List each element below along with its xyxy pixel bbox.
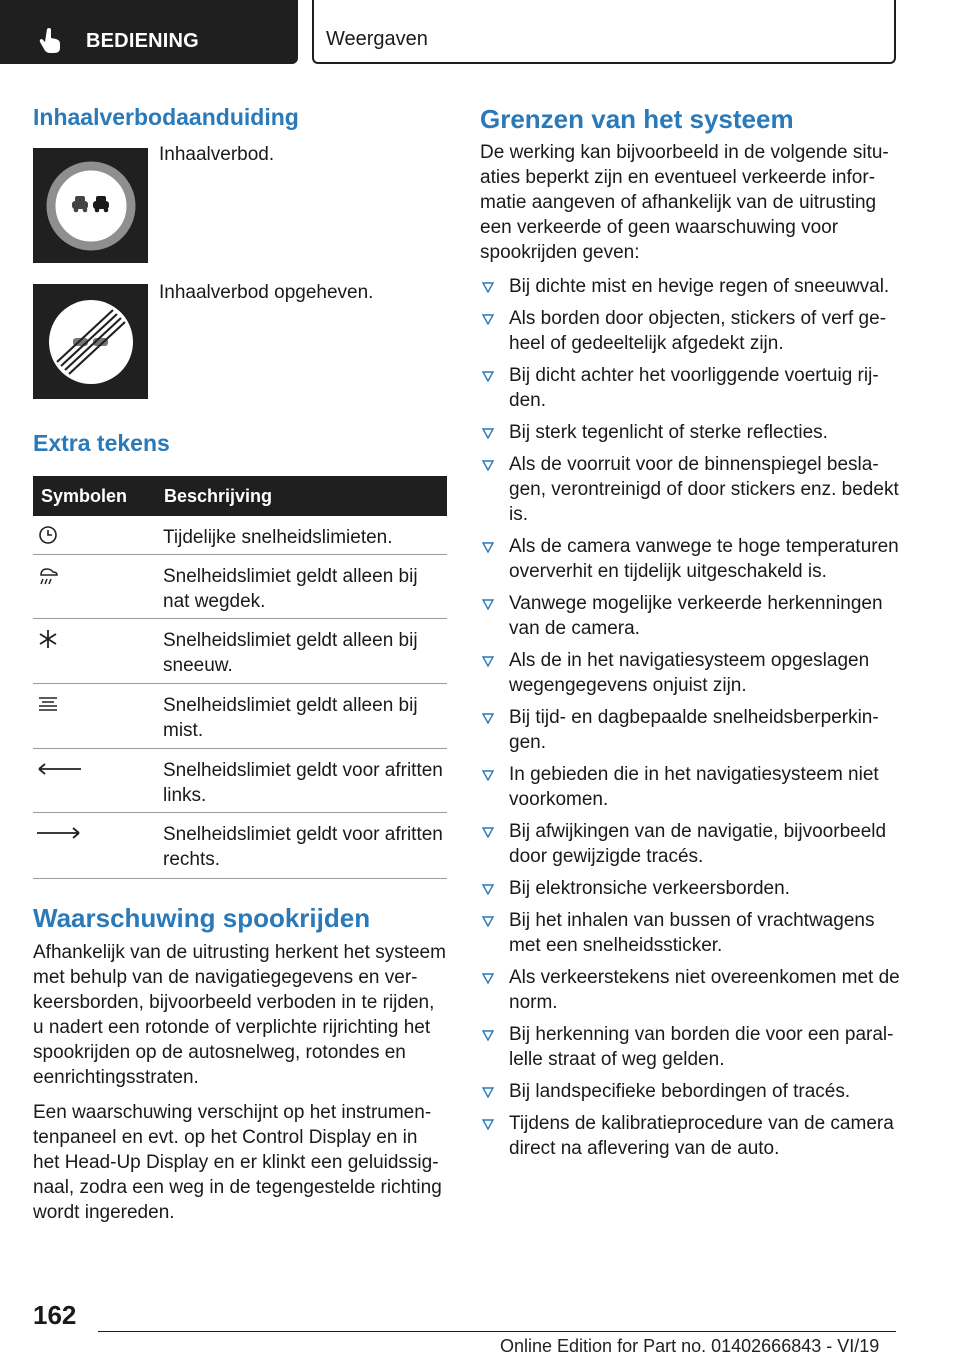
sign2-text: Inhaalverbod opgeheven. [159,282,374,303]
section-tab [0,0,298,64]
heading-grenzen: Grenzen van het systeem [480,104,794,134]
triangle-bullet-icon [482,1119,494,1130]
page-number: 162 [33,1300,77,1330]
list-item-text: Bij afwijkingen van de navigatie, bijvoorbeeld door gewijzigde tracés. [509,821,887,867]
triangle-bullet-icon [482,371,494,382]
triangle-bullet-icon [482,973,494,984]
row-desc: Snelheidslimiet geldt voor afritten links. [163,760,443,806]
row-desc: Tijdelijke snelheidslimieten. [163,527,393,548]
list-item-text: Als borden door objecten, stickers of verf geheel of gedeeltelijk afgedekt zijn. [509,308,887,354]
end-no-overtaking-sign-icon [33,284,148,399]
paragraph: Afhankelijk van de uitrusting herkent het systeem met behulp van de navigatiegegevens en verkeersborden, bijvoorbeeld verboden in te rijden, u nadert een rotonde of verplichte rijrichting het spookrijden op de autosnelweg, rotondes en eenrichtingsstraten. [33,942,446,1088]
edition-text: Online Edition for Part no. 01402666843 - VI/19 [500,1336,880,1356]
paragraph: Een waarschuwing verschijnt op het instrumentenpaneel en evt. op het Control Display en in het Head-Up Display en er klinkt een geluidssignaal, zodra een weg in de tegengestelde richting wordt ingereden. [33,1102,442,1223]
table-row [33,619,447,684]
list-item-text: In gebieden die in het navigatiesysteem niet voorkomen. [509,764,879,810]
list-item [480,762,900,812]
list-item-text: Bij elektronsiche verkeersborden. [509,878,790,899]
list-item-text: Als de camera vanwege te hoge temperaturen oververhit en tijdelijk uitgeschakeld is. [509,536,899,582]
triangle-bullet-icon [482,460,494,471]
triangle-bullet-icon [482,428,494,439]
table-row [33,684,447,749]
list-item-text: Bij landspecifieke bebordingen of tracés. [509,1081,851,1102]
table-row [33,516,447,555]
triangle-bullet-icon [482,599,494,610]
subsection-box [312,0,896,64]
no-overtaking-sign-icon [33,148,148,263]
intro-paragraph: De werking kan bijvoorbeeld in de volgende situaties beperkt zijn en eventueel verkeerde informatie aangeven of afhankelijk van de uitrusting een verkeerde of geen waarschuwing voor spookrijden geven: [480,142,889,263]
table-header [33,476,447,516]
row-desc: Snelheidslimiet geldt alleen bij sneeuw. [163,630,418,676]
list-item-text: Als verkeerstekens niet overeenkomen met de norm. [509,967,900,1013]
list-item-text: Bij dichte mist en hevige regen of sneeuwval. [509,276,890,297]
list-item [480,452,900,527]
table-row [33,813,447,879]
triangle-bullet-icon [482,1087,494,1098]
list-item-text: Tijdens de kalibratieprocedure van de camera direct na aflevering van de auto. [509,1113,894,1159]
list-item [480,306,900,356]
list-item-text: Bij dicht achter het voorliggende voertuig rijden. [509,365,879,411]
col-beschrijving: Beschrijving [164,486,273,506]
row-desc: Snelheidslimiet geldt alleen bij mist. [163,695,418,741]
arrow-right-icon [33,821,143,847]
triangle-bullet-icon [482,542,494,553]
list-item [480,1079,900,1104]
list-item [480,965,900,1015]
hand-touch-icon [38,26,66,54]
triangle-bullet-icon [482,827,494,838]
list-item [480,363,900,413]
list-item-text: Bij herkenning van borden die voor een parallelle straat of weg gelden. [509,1024,894,1070]
triangle-bullet-icon [482,916,494,927]
footer-divider [98,1331,896,1332]
table-row [33,555,447,619]
bullet-list [480,274,900,1168]
section-label: BEDIENING [86,30,199,52]
list-item-text: Als de in het navigatiesysteem opgeslagen wegengegevens onjuist zijn. [509,650,870,696]
list-item [480,534,900,584]
clock-icon [33,524,143,550]
heading-extra-tekens: Extra tekens [33,430,170,456]
triangle-bullet-icon [482,314,494,325]
list-item [480,648,900,698]
symbols-table [33,476,447,879]
list-item-text: Vanwege mogelijke verkeerde herkenningen van de camera. [509,593,883,639]
list-item [480,420,900,445]
heading-waarschuwing: Waarschuwing spookrijden [33,903,371,933]
table-row [33,749,447,813]
triangle-bullet-icon [482,713,494,724]
triangle-bullet-icon [482,656,494,667]
triangle-bullet-icon [482,884,494,895]
fog-icon [33,692,143,718]
list-item [480,876,900,901]
list-item [480,705,900,755]
list-item [480,274,900,299]
rain-icon [33,563,143,589]
row-desc: Snelheidslimiet geldt alleen bij nat wegdek. [163,566,418,612]
triangle-bullet-icon [482,1030,494,1041]
list-item-text: Bij het inhalen van bussen of vrachtwagens met een snelheidssticker. [509,910,875,956]
list-item [480,591,900,641]
triangle-bullet-icon [482,770,494,781]
sign1-text: Inhaalverbod. [159,144,275,165]
arrow-left-icon [33,757,143,783]
list-item [480,1022,900,1072]
list-item [480,819,900,869]
heading-inhaalverbod: Inhaalverbodaanduiding [33,104,299,130]
list-item-text: Bij sterk tegenlicht of sterke reflecties. [509,422,828,443]
subsection-label: Weergaven [326,28,428,50]
list-item-text: Bij tijd- en dagbepaalde snelheidsberperkingen. [509,707,879,753]
list-item-text: Als de voorruit voor de binnenspiegel beslagen, verontreinigd of door stickers enz. bedekt is. [509,454,899,525]
triangle-bullet-icon [482,282,494,293]
list-item [480,908,900,958]
snowflake-icon [33,627,143,653]
col-symbolen: Symbolen [41,486,128,506]
list-item [480,1111,900,1161]
row-desc: Snelheidslimiet geldt voor afritten rechts. [163,824,443,870]
